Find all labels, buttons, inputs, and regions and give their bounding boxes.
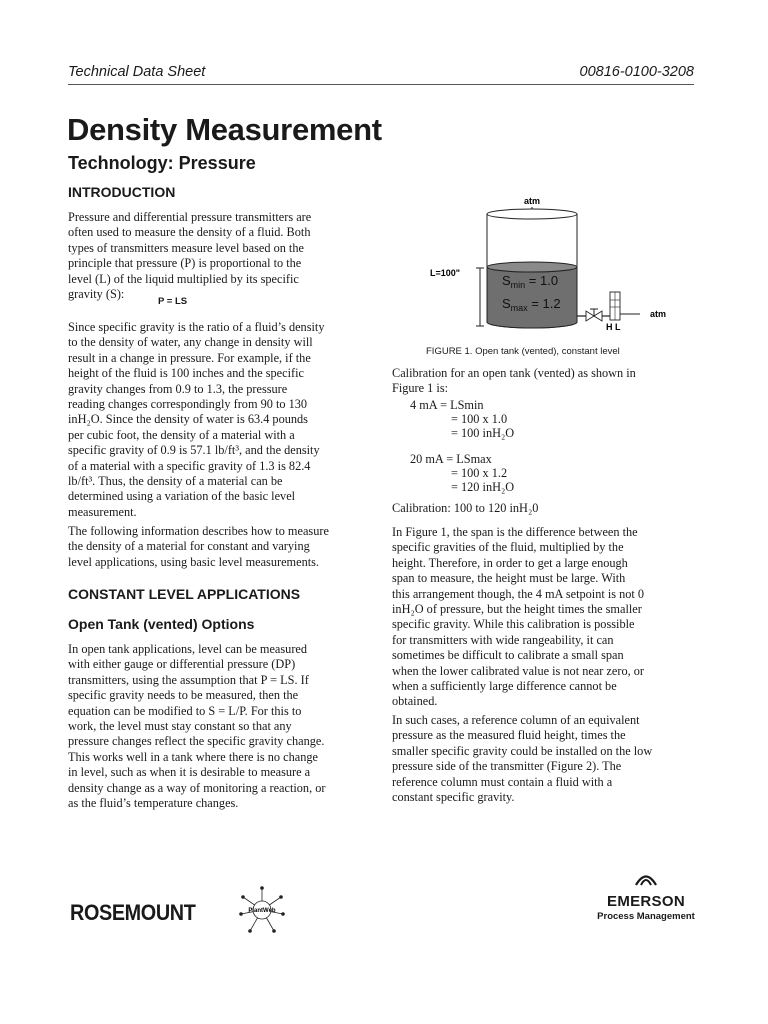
text-line: specific gravities of the fluid, multiplied by the [392, 540, 624, 555]
page-title: Density Measurement [67, 112, 382, 147]
text-line: smaller specific gravity could be installed on the low [392, 743, 653, 758]
text-line: This works well in a tank where there is no change [68, 749, 318, 764]
intro-paragraph-3 [68, 524, 373, 570]
page-subtitle: Technology: Pressure [68, 153, 256, 173]
plantweb-wordmark: PlantWeb [248, 908, 276, 914]
text-line: when the lower calibrated value is not near zero, or [392, 663, 644, 678]
text-line: In such cases, a reference column of an equivalent [392, 713, 640, 727]
text-line: for transmitters with wide rangeability, it can [392, 632, 614, 647]
text-line: reference column must contain a fluid with a [392, 774, 613, 789]
calc-20ma-eq: 20 mA = LSmax [410, 452, 492, 466]
text-line: determined using a variation of the basic level [68, 489, 296, 504]
text-line: this arrangement though, the 4 mA setpoint is not 0 [392, 586, 645, 601]
hl-label: H L [606, 322, 621, 332]
text-line: the density of a material for constant and varying [68, 539, 310, 554]
text-line: density change as a way of monitoring a reaction, or [68, 780, 326, 795]
smax-value: = 1.2 [527, 296, 561, 311]
figure-1-caption: FIGURE 1. Open tank (vented), constant level [426, 346, 620, 357]
text-line: equation can be modified to S = L/P. For this to [68, 703, 302, 718]
calibration-intro [392, 366, 697, 397]
tank-top-rim [487, 209, 577, 219]
calc-line: = 100 x 1.2 [451, 466, 508, 480]
calc-line: = 100 inH₂O [451, 426, 515, 440]
text-line: level applications, using basic level measurements. [68, 554, 319, 569]
plantweb-logo [236, 884, 288, 936]
text-line: pressure changes reflect the specific gravity change. [68, 734, 325, 749]
text-line: inH₂O of pressure, but the height times the smaller [392, 602, 642, 617]
text-line: Since specific gravity is the ratio of a fluid’s density [68, 320, 325, 334]
emerson-logo [596, 870, 696, 922]
text-line: gravity changes from 0.9 to 1.3, the pressure [68, 381, 288, 396]
text-line: lb/ft³. Thus, the density of a material can be [68, 474, 283, 489]
open-tank-diagram [420, 190, 690, 340]
formula-p-equals-ls: P = LS [158, 296, 188, 307]
emerson-tagline: Process Management [597, 911, 695, 922]
text-line: specific gravity. While this calibration is possible [392, 617, 635, 632]
atm-side-label: atm [650, 309, 667, 319]
text-line: sometimes be difficult to calibrate a small span [392, 648, 624, 663]
text-line: Calibration for an open tank (vented) as shown in [392, 366, 636, 380]
doc-number: 00816-0100-3208 [579, 64, 694, 80]
smin-value: = 1.0 [525, 273, 559, 288]
smin-subscript: min [510, 280, 526, 290]
text-line: In Figure 1, the span is the difference between the [392, 525, 638, 539]
open-tank-paragraph [68, 642, 373, 811]
calc-line: = 120 inH₂O [451, 480, 515, 494]
text-line: In open tank applications, level can be measured [68, 642, 308, 656]
text-line: work, the level must stay constant so that any [68, 719, 292, 734]
smax-subscript: max [510, 303, 528, 313]
fluid-surface [487, 262, 577, 272]
text-line: height. Therefore, in order to get a large enough [392, 555, 628, 570]
text-line: of a material with a specific gravity of 1.3 is 82.4 [68, 458, 311, 473]
emerson-wordmark: EMERSON [607, 893, 685, 910]
text-line: transmitters, using the assumption that P = LS. If [68, 672, 309, 687]
smin-symbol: S [502, 273, 511, 288]
text-line: inH₂O. Since the density of water is 63.4 pounds [68, 412, 308, 427]
doc-type: Technical Data Sheet [68, 64, 206, 80]
intro-paragraph-2 [68, 320, 373, 520]
text-line: pressure side of the transmitter (Figure 2). The [392, 759, 622, 774]
text-line: Figure 1 is: [392, 381, 449, 396]
text-line: as the fluid’s temperature changes. [68, 796, 239, 811]
header-divider [68, 84, 694, 85]
text-line: per cubic foot, the density of a material with a [68, 427, 295, 442]
text-line: Pressure and differential pressure transmitters are [68, 210, 312, 224]
text-line: when a sufficiently large difference cannot be [392, 679, 617, 694]
text-line: principle that pressure (P) is proportional to the [68, 256, 302, 271]
text-line: constant specific gravity. [392, 790, 515, 805]
atm-top-label: atm [523, 196, 541, 206]
text-line: often used to measure the density of a fluid. Both [68, 225, 311, 240]
smax-symbol: S [502, 296, 511, 311]
constant-level-heading: CONSTANT LEVEL APPLICATIONS [68, 586, 301, 602]
calibration-result: Calibration: 100 to 120 inH₂0 [392, 501, 539, 515]
text-line: The following information describes how to measure [68, 524, 329, 538]
text-line: obtained. [392, 694, 438, 709]
calc-4ma-eq: 4 mA = LSmin [410, 398, 484, 412]
calibration-4ma [410, 398, 514, 440]
smin-label [502, 273, 558, 290]
text-line: to the density of water, any change in density will [68, 335, 313, 350]
rosemount-logo: ROSEMOUNT [70, 900, 196, 925]
open-tank-heading: Open Tank (vented) Options [68, 616, 255, 632]
calc-line: = 100 x 1.0 [451, 412, 508, 426]
text-line: pressure as the measured fluid height, times the [392, 728, 626, 743]
reference-column-paragraph [392, 713, 697, 805]
text-line: result in a change in pressure. For example, if the [68, 350, 311, 365]
level-label: L=100" [430, 268, 461, 278]
introduction-heading: INTRODUCTION [68, 184, 176, 200]
text-line: reading changes correspondingly from 90 to 130 [68, 397, 308, 412]
text-line: types of transmitters measure level based on the [68, 240, 304, 255]
text-line: specific gravity of 0.9 is 57.1 lb/ft³, and the density [68, 443, 320, 458]
text-line: height of the fluid is 100 inches and the specific [68, 366, 304, 381]
text-line: in level, such as when it is desirable to measure a [68, 765, 311, 780]
text-line: gravity (S): [68, 287, 125, 302]
emerson-mark-icon [633, 870, 659, 888]
intro-paragraph-1 [68, 210, 373, 302]
text-line: with either gauge or differential pressure (DP) [68, 657, 296, 672]
text-line: level (L) of the liquid multiplied by its specific [68, 271, 299, 286]
text-line: span to measure, the height must be large. With [392, 571, 626, 586]
calibration-20ma [410, 452, 514, 494]
text-line: specific gravity needs to be measured, then the [68, 688, 299, 703]
calc-line [410, 398, 514, 412]
span-paragraph [392, 525, 697, 710]
text-line: measurement. [68, 504, 137, 519]
